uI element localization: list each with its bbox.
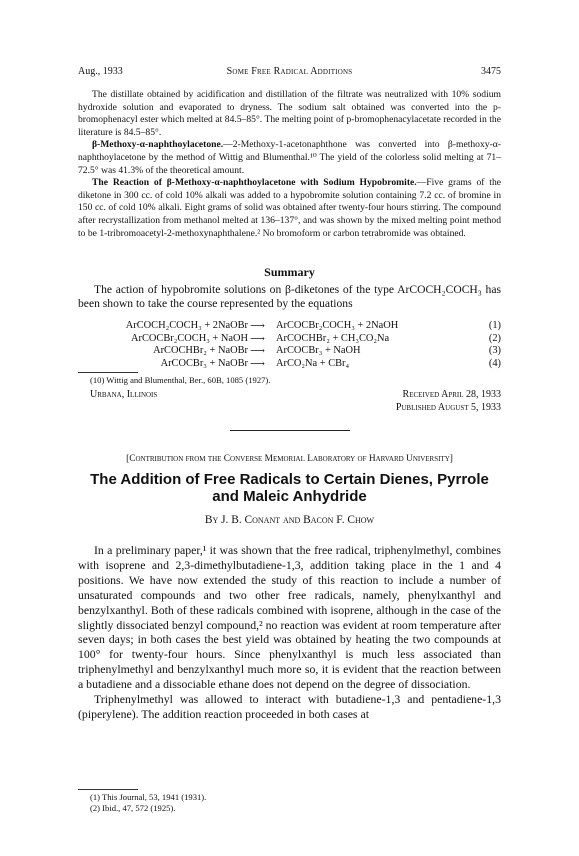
reaction-text: —Five grams of the diketone in 300 cc. of cold 10% alkali was added to a hypobromite solution containing 7.2 cc. of bromine in 150 cc. of cold 10% alkali. Eight grams of solid was obtained after twenty-four hours stirring. The compound after recrystallization from methanol melted at 136–137°, and was shown by the mixed melting point method to be 1-tribromoacetyl-2-methoxynaphthalene.² No bromoform or carbon tetrabromide was obtained. <box>78 177 501 239</box>
article-title <box>78 472 501 505</box>
arrow-icon: ⟶ <box>250 346 265 357</box>
title-line-1: The Addition of Free Radicals to Certain Dienes, Pyrrole <box>90 471 489 488</box>
equation-lhs: ArCOCHBr₂ + NaOBr <box>153 345 248 356</box>
equation-lhs: ArCOCBr₃ + NaOBr <box>160 357 248 369</box>
methoxy-paragraph <box>78 139 501 177</box>
reaction-paragraph <box>78 177 501 240</box>
footnote-10: (10) Wittig and Blumenthal, Ber., 60B, 1085 (1927). <box>90 375 271 385</box>
summary-section <box>78 283 501 312</box>
header-title: Some Free Radical Additions <box>226 66 353 77</box>
equation-rhs: ArCOCBr₃ + NaOH <box>276 345 361 356</box>
equation-rhs: ArCO₂Na + CBr₄ <box>276 357 350 369</box>
arrow-icon: ⟶ <box>250 321 265 332</box>
article-body <box>78 543 501 722</box>
footnote-divider <box>78 789 138 790</box>
reaction-heading: The Reaction of β-Methoxy-α-naphthoylacetone with Sodium Hypobromite. <box>92 177 417 189</box>
equation <box>78 333 501 346</box>
equation-number: (4) <box>488 357 501 369</box>
arrow-icon: ⟶ <box>250 358 265 370</box>
running-header <box>78 66 501 80</box>
equation-rhs: ArCOCHBr₂ + CH₃CO₂Na <box>276 332 390 344</box>
equation-number: (2) <box>488 332 501 344</box>
summary-heading: Summary <box>264 265 315 279</box>
article-divider <box>230 430 350 431</box>
summary-text: The action of hypobromite solutions on β-diketones of the type ArCOCH₂COCH₃ has been shown to take the course represented by the equations <box>78 283 501 311</box>
experimental-section <box>78 89 501 240</box>
methoxy-text: —2-Methoxy-1-acetonaphthone was converted into β-methoxy-α-naphthoylacetone by the method of Wittig and Blumenthal.¹⁰ The yield of the colorless solid melting at 71–72.5° was 41.3% of the theoretical amount. <box>78 139 501 176</box>
equation <box>78 345 501 358</box>
equation-number: (3) <box>488 345 501 356</box>
distillate-paragraph: The distillate obtained by acidification and distillation of the filtrate was neutralized with 10% sodium hydroxide solution and evaporated to dryness. The sodium salt obtained was converted into the p-bromophenacyl ester which melted at 84.5–85°. The melting point of p-bromophenacylacetate recorded in the literature is 84.5–85°. <box>78 89 501 138</box>
published-date: Published August 5, 1933 <box>395 401 501 413</box>
authors-line: By J. B. Conant and Bacon F. Chow <box>204 514 375 526</box>
footnote-divider <box>78 372 138 373</box>
received-date: Received April 28, 1933 <box>402 389 501 400</box>
equation-rhs: ArCOCBr₂COCH₃ + 2NaOH <box>276 320 399 331</box>
header-page-number: 3475 <box>481 66 501 77</box>
body-paragraph: In a preliminary paper,¹ it was shown that the free radical, triphenylmethyl, combines with isoprene and 2,3-dimethylbutadiene-1,3, addition taking place in the 1 and 4 positions. We have now extended the study of this reaction to include a number of unsaturated compounds and two other free radicals, namely, phenylxanthyl and benzylxanthyl. Both of these radicals combined with isoprene, although in the case of the slightly dissociated benzyl compound,² no reaction was evident at room temperature after seven days; in both cases the best yield was obtained by heating the two compounds at 100° for twenty-four hours. Since phenylxanthyl is much less associated than triphenylmethyl and benzylxanthyl much more so, it is evident that the reaction between a butadiene and a dissociable ethane does not depend on the degree of dissociation. <box>78 543 501 692</box>
footnote-1: (1) This Journal, 53, 1941 (1931). <box>90 792 207 802</box>
dates-block <box>396 389 501 414</box>
footnote-2: (2) Ibid., 47, 572 (1925). <box>90 803 176 813</box>
equation <box>78 358 501 371</box>
location: Urbana, Illinois <box>90 389 158 400</box>
methoxy-heading: β-Methoxy-α-naphthoylacetone. <box>92 139 224 151</box>
title-line-2: and Maleic Anhydride <box>212 487 367 505</box>
equation-lhs: ArCOCH₂COCH₃ + 2NaOBr <box>125 320 248 331</box>
equations-block <box>78 320 501 370</box>
equation <box>78 320 501 333</box>
header-date: Aug., 1933 <box>78 66 123 77</box>
footnotes <box>90 792 206 814</box>
contribution-line: [Contribution from the Converse Memorial Laboratory of Harvard University] <box>126 454 453 464</box>
equation-lhs: ArCOCBr₂COCH₃ + NaOH <box>130 332 248 344</box>
arrow-icon: ⟶ <box>250 333 265 345</box>
equation-number: (1) <box>488 320 501 331</box>
body-paragraph: Triphenylmethyl was allowed to interact with butadiene-1,3 and pentadiene-1,3 (piperylene). The addition reaction proceeded in both cases at <box>78 692 501 721</box>
